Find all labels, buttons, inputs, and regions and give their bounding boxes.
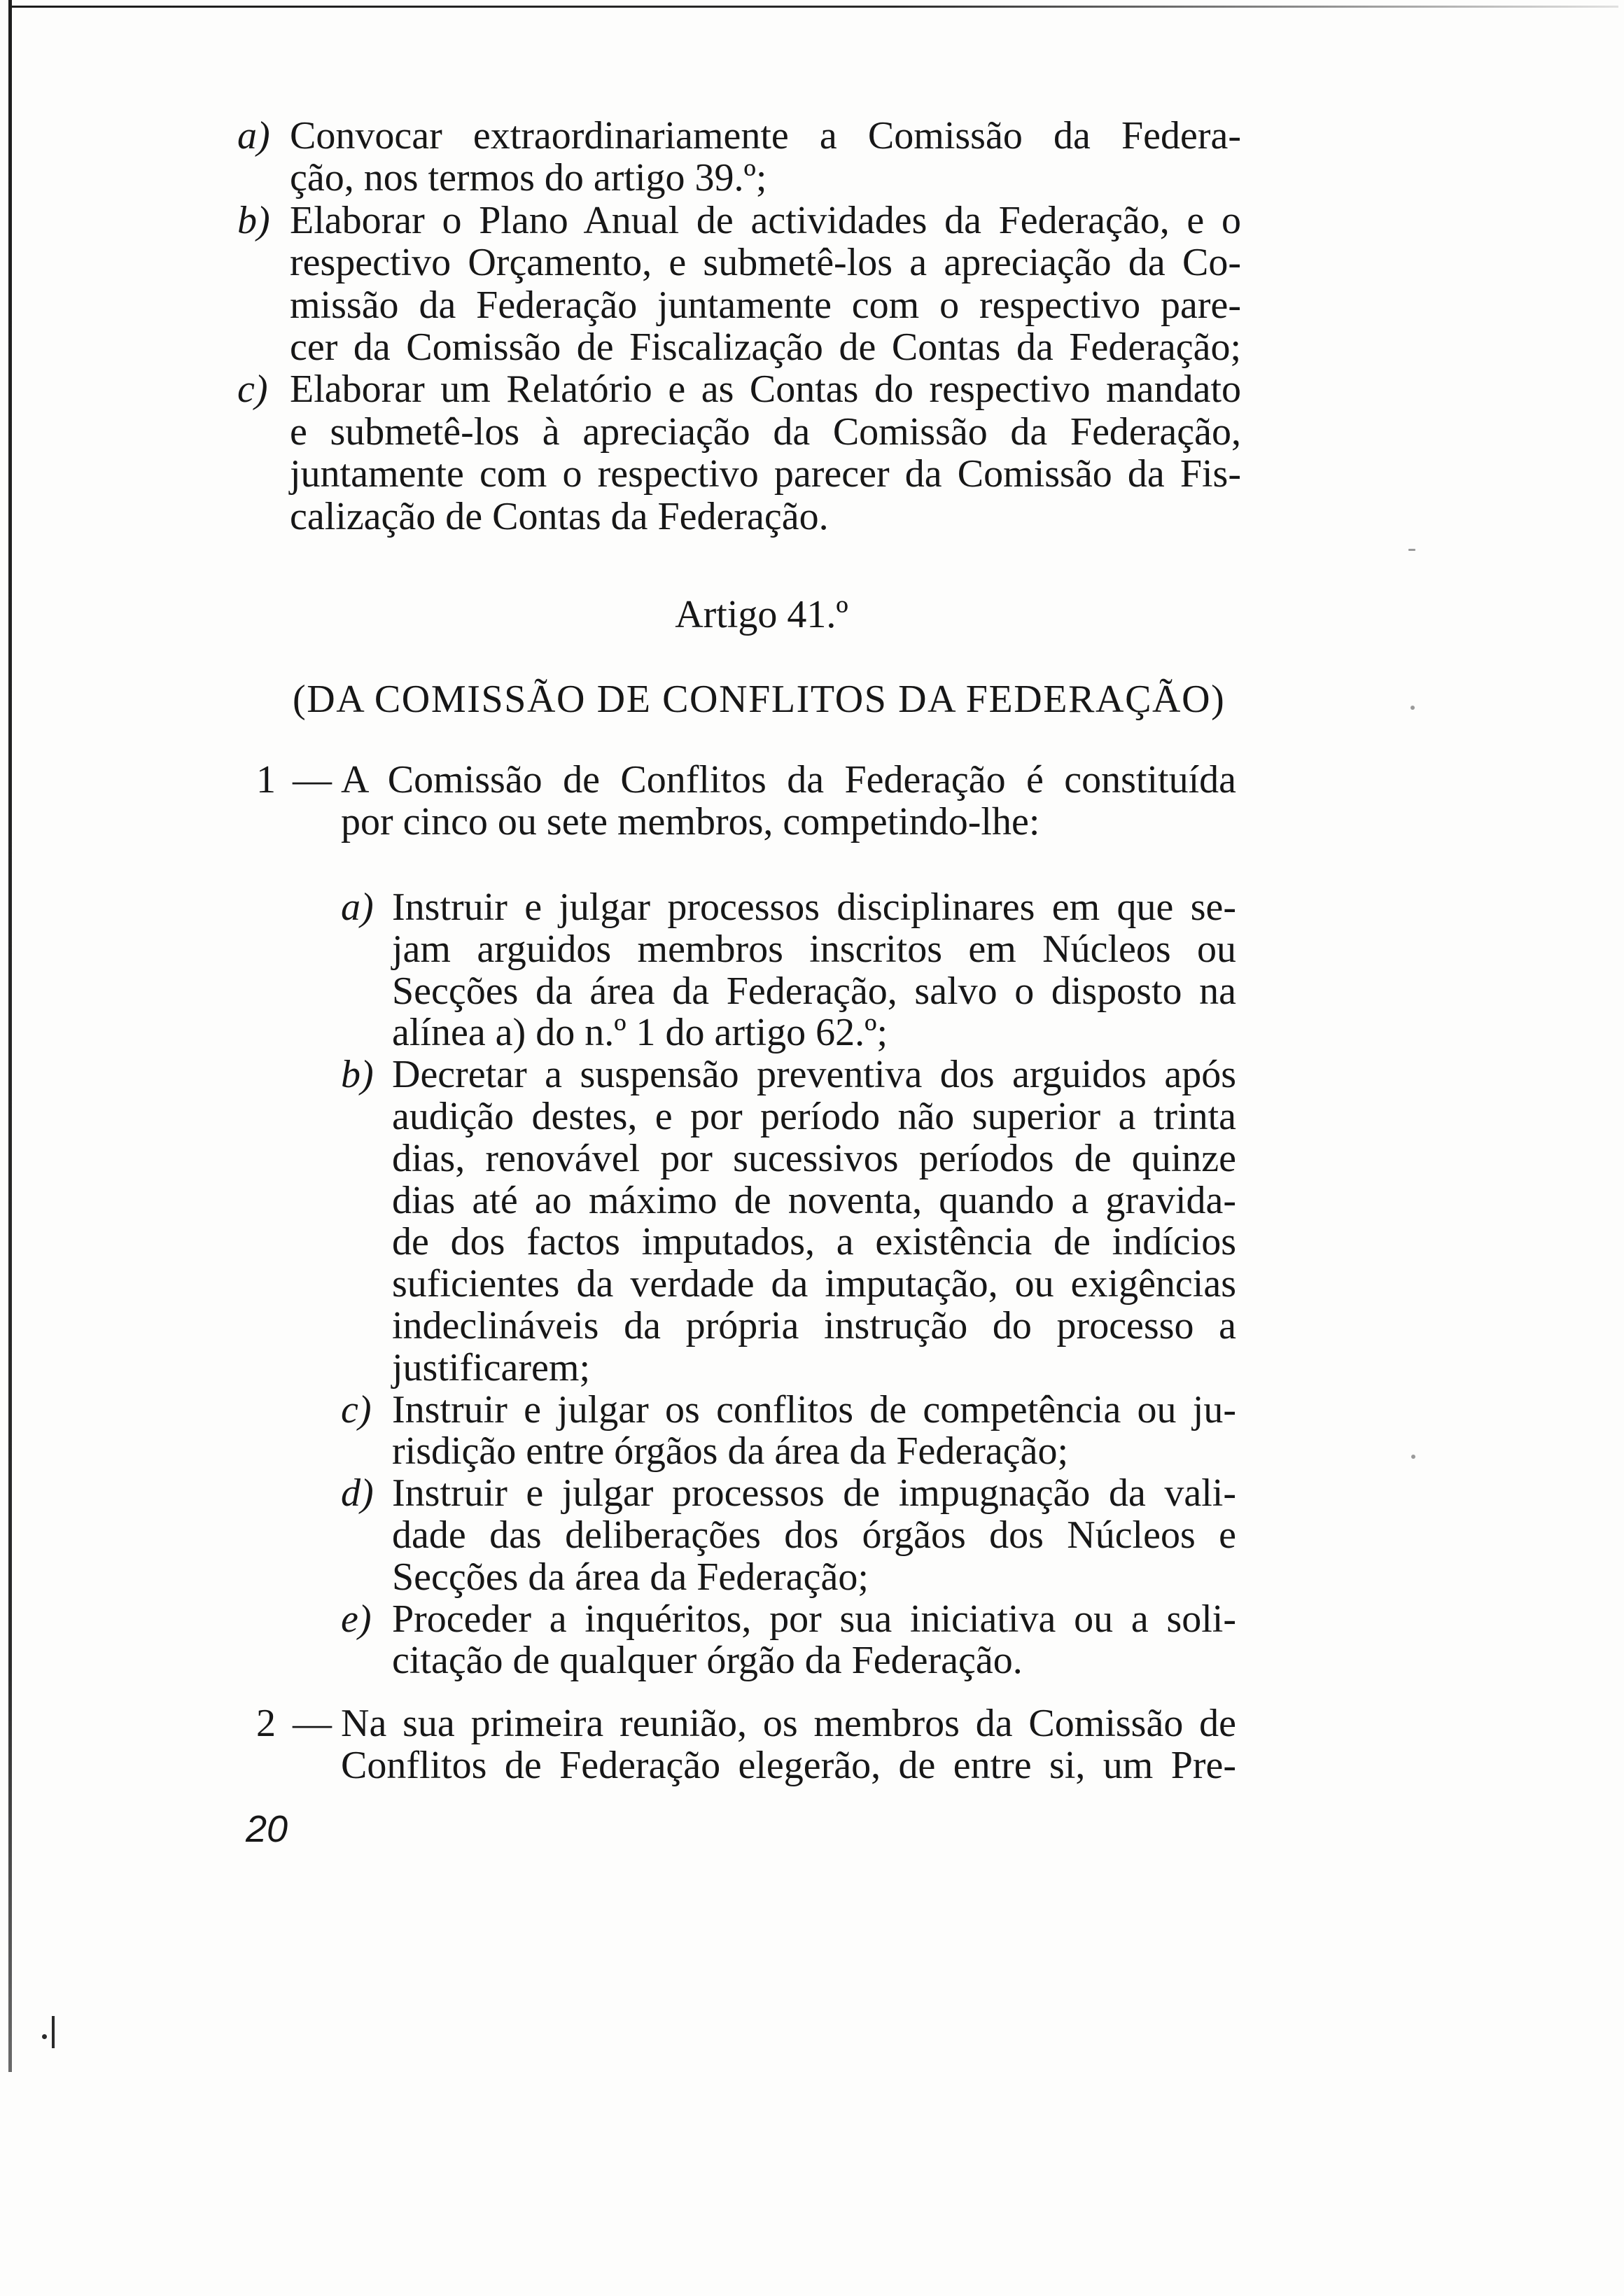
text-line: suficientes da verdade da imputação, ou exigências [392, 1262, 1236, 1306]
scan-edge-top [8, 6, 1618, 8]
list-item-label: d) [341, 1471, 374, 1515]
text-line: ção, nos termos do artigo 39.º; [290, 156, 767, 200]
text-line: Instruir e julgar os conflitos de competência ou ju- [392, 1388, 1236, 1432]
list-item-label: e) [341, 1597, 372, 1641]
text-line: dias, renovável por sucessivos períodos de quinze [392, 1137, 1236, 1180]
text-line: risdição entre órgãos da área da Federação; [392, 1429, 1069, 1473]
list-item-label: a) [237, 114, 270, 158]
text-line: jam arguidos membros inscritos em Núcleos ou [392, 927, 1236, 971]
text-line: Instruir e julgar processos disciplinares em que se- [392, 886, 1236, 929]
text-line: audição destes, e por período não superior a trinta [392, 1095, 1236, 1138]
scan-speck [1411, 1455, 1415, 1459]
article-title: Artigo 41.º [675, 593, 848, 636]
text-line: A Comissão de Conflitos da Federação é constituída [341, 758, 1236, 802]
text-line: calização de Contas da Federação. [290, 495, 829, 538]
text-line: juntamente com o respectivo parecer da Comissão da Fis- [290, 452, 1241, 496]
list-item-label: b) [341, 1053, 374, 1096]
text-line: indeclináveis da própria instrução do processo a [392, 1304, 1236, 1348]
text-line: Conflitos de Federação elegerão, de entre si, um Pre- [341, 1744, 1236, 1787]
page-number: 20 [246, 1808, 288, 1850]
list-item-label: a) [341, 886, 374, 929]
text-line: Proceder a inquéritos, por sua iniciativa ou a soli- [392, 1597, 1236, 1641]
text-line: dade das deliberações dos órgãos dos Núcleos e [392, 1513, 1236, 1557]
text-line: e submetê-los à apreciação da Comissão da Federação, [290, 410, 1241, 454]
text-line: por cinco ou sete membros, competindo-lhe: [341, 800, 1040, 844]
text-line: respectivo Orçamento, e submetê-los a apreciação da Co- [290, 241, 1241, 284]
text-line: citação de qualquer órgão da Federação. [392, 1639, 1023, 1682]
text-line: cer da Comissão de Fiscalização de Contas da Federação; [290, 326, 1241, 369]
section-number: 2 [256, 1702, 276, 1745]
section-dash: — [293, 1702, 332, 1745]
scan-mark [42, 2034, 47, 2039]
scan-speck [1408, 549, 1415, 551]
article-heading: (DA COMISSÃO DE CONFLITOS DA FEDERAÇÃO) [293, 678, 1226, 721]
text-line: dias até ao máximo de noventa, quando a gravida- [392, 1179, 1236, 1222]
text-line: Convocar extraordinariamente a Comissão da Federa- [290, 114, 1241, 158]
text-line: Secções da área da Federação; [392, 1555, 869, 1599]
scan-mark [52, 2016, 55, 2048]
text-line: Decretar a suspensão preventiva dos arguidos após [392, 1053, 1236, 1096]
text-line: justificarem; [392, 1346, 591, 1390]
text-line: missão da Federação juntamente com o respectivo pare- [290, 284, 1241, 327]
scan-edge-left [8, 0, 12, 2072]
section-dash: — [293, 758, 332, 802]
text-line: Secções da área da Federação, salvo o disposto na [392, 969, 1236, 1013]
text-line: Na sua primeira reunião, os membros da Comissão de [341, 1702, 1236, 1745]
text-line: Instruir e julgar processos de impugnação da vali- [392, 1471, 1236, 1515]
text-line: Elaborar o Plano Anual de actividades da Federação, e o [290, 199, 1241, 242]
text-line: de dos factos imputados, a existência de indícios [392, 1220, 1236, 1264]
section-number: 1 [256, 758, 276, 802]
text-line: alínea a) do n.º 1 do artigo 62.º; [392, 1011, 888, 1054]
list-item-label: c) [341, 1388, 372, 1432]
text-line: Elaborar um Relatório e as Contas do respectivo mandato [290, 368, 1241, 411]
list-item-label: b) [237, 199, 270, 242]
scan-speck [1410, 706, 1415, 710]
list-item-label: c) [237, 368, 268, 411]
